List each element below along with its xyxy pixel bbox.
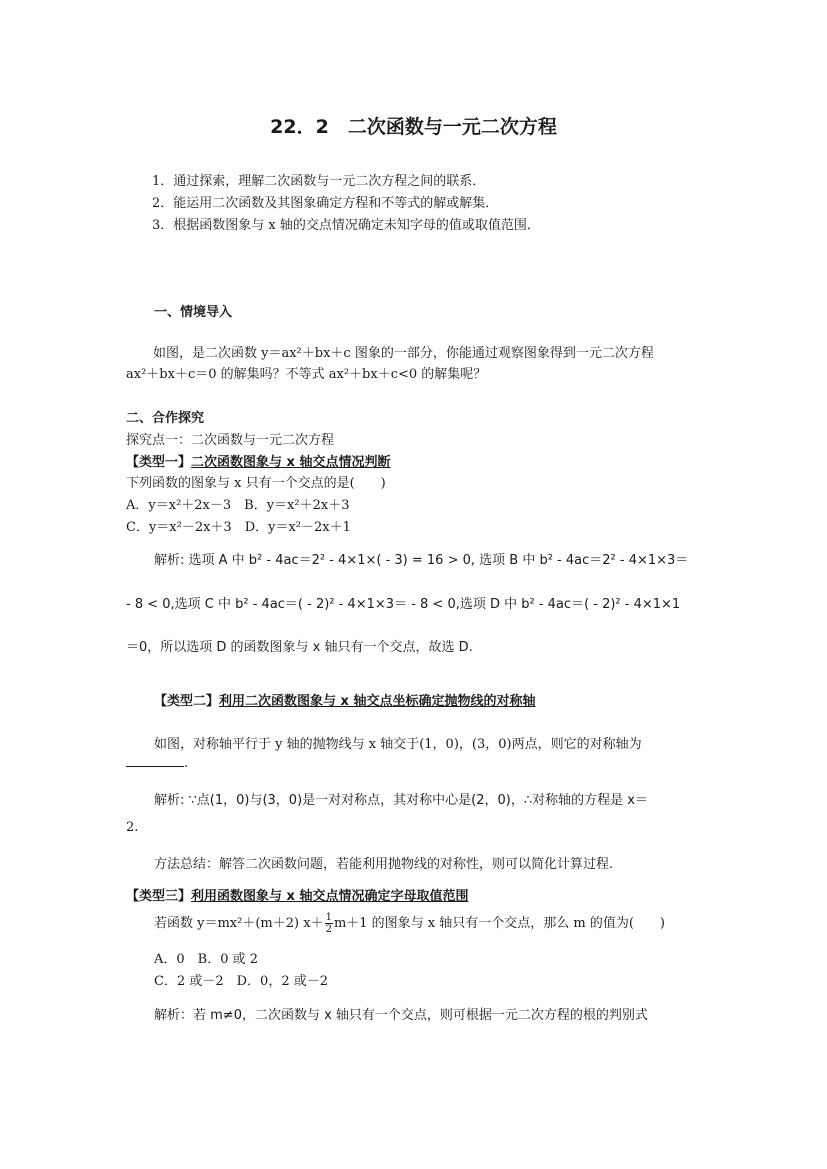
type-title: 利用函数图象与 x 轴交点情况确定字母取值范围 bbox=[191, 889, 469, 904]
type-title: 利用二次函数图象与 x 轴交点坐标确定抛物线的对称轴 bbox=[219, 694, 536, 709]
answer-blank bbox=[126, 754, 184, 767]
exploration-point: 探究点一：二次函数与一元二次方程 bbox=[126, 433, 335, 448]
question-text: 如图，对称轴平行于 y 轴的抛物线与 x 轴交于(1，0)，(3，0)两点，则它的对称轴为 bbox=[154, 737, 642, 752]
analysis-line: 解析: 选项 A 中 b² - 4ac＝2² - 4×1×( - 3) = 16 > 0, 选项 B 中 b² - 4ac＝2² - 4×1×3＝ bbox=[154, 553, 689, 568]
page-title: 22．2 二次函数与一元二次方程 bbox=[270, 116, 557, 138]
objective-item: 3．根据函数图象与 x 轴的交点情况确定未知字母的值或取值范围． bbox=[152, 218, 540, 233]
type-heading bbox=[126, 885, 468, 904]
paragraph-line: 如图，是二次函数 y＝ax²＋bx＋c 图象的一部分，你能通过观察图象得到一元二次方程 bbox=[153, 346, 654, 361]
objective-item: 1．通过探索，理解二次函数与一元二次方程之间的联系． bbox=[152, 174, 486, 189]
type-heading bbox=[154, 690, 535, 709]
type-bracket: 【类型二】 bbox=[154, 694, 220, 709]
paragraph-line: ax²＋bx＋c＝0 的解集吗？不等式 ax²＋bx＋c<0 的解集呢？ bbox=[126, 367, 487, 382]
analysis-line: 解析：若 m≠0，二次函数与 x 轴只有一个交点，则可根据一元二次方程的根的判别式 bbox=[154, 1008, 648, 1023]
analysis-line: - 8 < 0,选项 C 中 b² - 4ac＝( - 2)² - 4×1×3＝ - 8 < 0,选项 D 中 b² - 4ac＝( - 2)² - 4×1×1 bbox=[126, 597, 681, 612]
answer-options: C．y＝x²－2x＋3 D．y＝x²－2x＋1 bbox=[126, 520, 351, 535]
answer-options: A．0 B．0 或 2 bbox=[154, 952, 259, 967]
type-heading bbox=[126, 451, 390, 470]
type-bracket: 【类型三】 bbox=[126, 889, 192, 904]
type-bracket: 【类型一】 bbox=[126, 455, 192, 470]
question-text bbox=[154, 912, 665, 935]
objective-item: 2．能运用二次函数及其图象确定方程和不等式的解或解集． bbox=[152, 196, 499, 211]
fraction-numerator: 1 bbox=[325, 912, 332, 923]
method-summary: 方法总结：解答二次函数问题，若能利用抛物线的对称性，则可以简化计算过程. bbox=[154, 857, 614, 872]
section-heading: 二、合作探究 bbox=[126, 411, 205, 426]
question-part: 若函数 y＝mx²＋(m＋2) x＋ bbox=[154, 916, 324, 931]
question-blank-line bbox=[126, 754, 188, 771]
analysis-line: 解析: ∵点(1，0)与(3，0)是一对对称点，其对称中心是(2，0)，∴对称轴的方程是 x＝ bbox=[154, 793, 648, 808]
answer-options: A．y＝x²＋2x－3 B．y＝x²＋2x＋3 bbox=[126, 498, 350, 513]
fraction bbox=[325, 912, 333, 935]
type-title: 二次函数图象与 x 轴交点情况判断 bbox=[191, 455, 391, 470]
question-part: m＋1 的图象与 x 轴只有一个交点，那么 m 的值为( ) bbox=[333, 916, 665, 931]
fraction-denominator: 2 bbox=[325, 924, 332, 935]
analysis-line: 2. bbox=[126, 820, 139, 835]
question-text: 下列函数的图象与 x 只有一个交点的是( ) bbox=[126, 476, 386, 491]
section-heading: 一、情境导入 bbox=[154, 305, 233, 320]
analysis-line: ＝0，所以选项 D 的函数图象与 x 轴只有一个交点，故选 D. bbox=[126, 640, 473, 655]
question-end: . bbox=[184, 756, 189, 771]
answer-options: C．2 或－2 D．0，2 或－2 bbox=[154, 974, 328, 989]
